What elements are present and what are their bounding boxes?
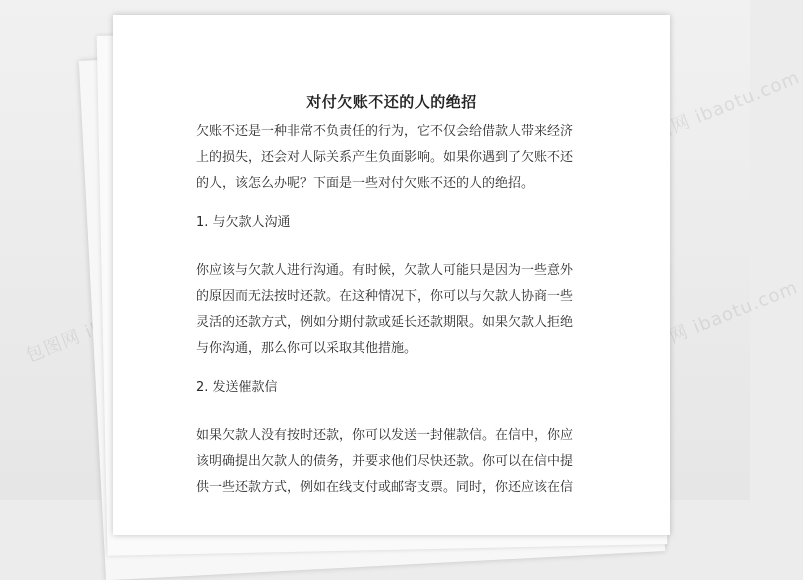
intro-paragraph	[196, 119, 596, 197]
paper-sheet-front	[113, 15, 670, 535]
section-heading: 2. 发送催款信	[196, 380, 278, 395]
section-paragraph	[196, 423, 596, 501]
text-line: 你应该与欠款人进行沟通。有时候，欠款人可能只是因为一些意外	[196, 263, 574, 278]
watermark-text: 包图网	[22, 326, 84, 367]
text-line: 灵活的还款方式，例如分期付款或延长还款期限。如果欠款人拒绝	[196, 315, 574, 330]
watermark-text: 包图网 ibaotu.com	[632, 66, 803, 152]
text-line: 与你沟通，那么你可以采取其他措施。	[196, 341, 418, 356]
document-title: 对付欠账不还的人的绝招	[306, 93, 477, 111]
section-paragraph	[196, 258, 596, 362]
text-line: 该明确提出欠款人的债务，并要求他们尽快还款。你可以在信中提	[196, 454, 574, 469]
text-line: 供一些还款方式，例如在线支付或邮寄支票。同时，你还应该在信	[196, 480, 574, 495]
text-line: 如果欠款人没有按时还款，你可以发送一封催款信。在信中，你应	[196, 428, 574, 443]
document-body	[196, 119, 596, 501]
section-heading: 1. 与欠款人沟通	[196, 215, 291, 230]
text-line: 欠账不还是一种非常不负责任的行为，它不仅会给借款人带来经济	[196, 124, 574, 139]
text-line: 的人，该怎么办呢？下面是一些对付欠账不还的人的绝招。	[196, 176, 535, 191]
text-line: 的原因而无法按时还款。在这种情况下，你可以与欠款人协商一些	[196, 289, 574, 304]
text-line: 上的损失，还会对人际关系产生负面影响。如果你遇到了欠账不还	[196, 150, 574, 165]
watermark-text: 包图网 ibaotu.com	[630, 276, 801, 362]
